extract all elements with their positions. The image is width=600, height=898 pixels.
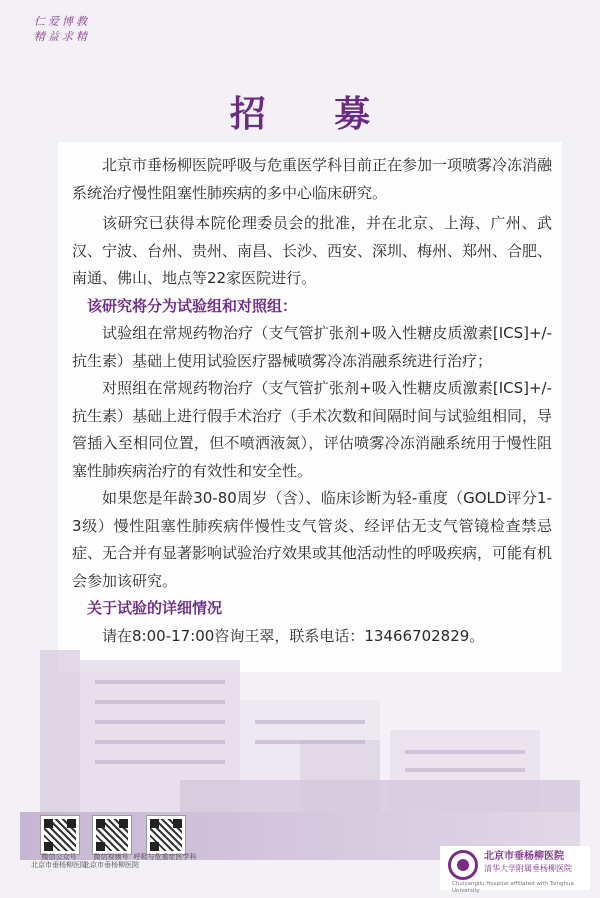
intro-paragraph: 北京市垂杨柳医院呼吸与危重医学科目前正在参加一项喷雾冷冻消融系统治疗慢性阻塞性肺疾病的多中心临床研究。: [72, 156, 553, 202]
wechat-official-qr-code[interactable]: [40, 815, 80, 855]
hospital-name-affiliated: 清华大学附属垂杨柳医院: [484, 864, 572, 873]
qr2-label: 微信视频号: [93, 853, 129, 861]
hospital-name-english: Chuiyangliu Hospital affiliated with Tsinghua University: [452, 881, 574, 894]
approval-paragraph: 该研究已获得本院伦理委员会的批准，并在北京、上海、广州、武汉、宁波、台州、贵州、南昌、长沙、西安、深圳、梅州、郑州、合肥、南通、佛山、地点等22家医院进行。: [72, 214, 553, 287]
details-heading: 关于试验的详细情况: [87, 599, 223, 617]
recruitment-text: [72, 152, 552, 650]
hospital-emblem-icon: [448, 850, 478, 880]
qr3-label: 呼吸与危重症医学科: [133, 853, 197, 861]
groups-heading: 该研究将分为试验组和对照组：: [87, 296, 298, 315]
control-group-paragraph: 对照组在常规药物治疗（支气管扩张剂+吸入性糖皮质激素[ICS]+/-抗生素）基础上进行假手术治疗（手术次数和间隔时间与试验组相同，导管插入至相同位置，但不喷洒液氮），评估喷雾冷冻消融系统用于慢性阻塞性肺疾病治疗的有效性和安全性。: [72, 379, 553, 480]
wechat-video-qr-code[interactable]: [92, 815, 132, 855]
department-qr-code[interactable]: [146, 815, 186, 855]
qr1-sub: 北京市垂杨柳医院: [31, 861, 87, 869]
qr2-sub: 北京市垂杨柳医院: [83, 861, 139, 869]
qr3-caption: [128, 853, 202, 861]
eligibility-paragraph: 如果您是年龄30-80周岁（含）、临床诊断为轻-重度（GOLD评分1-3级）慢性阻塞性肺疾病伴慢性支气管炎、经评估无支气管镜检查禁忌症、无合并有显著影响试验治疗效果或其他活动性的呼吸疾病，可能有机会参加该研究。: [72, 489, 553, 590]
hospital-building-illustration: [0, 640, 600, 840]
motto: [34, 14, 90, 44]
qr1-label: 微信公众号: [41, 853, 77, 861]
contact-paragraph: 请在8:00-17:00咨询王翠，联系电话：13466702829。: [102, 626, 485, 645]
motto-line-1: 仁爱博教: [34, 15, 90, 28]
page-title: 招 募: [229, 94, 399, 135]
motto-line-2: 精益求精: [34, 30, 90, 43]
hospital-name: 北京市垂杨柳医院: [484, 851, 564, 862]
trial-group-paragraph: 试验组在常规药物治疗（支气管扩张剂+吸入性糖皮质激素[ICS]+/-抗生素）基础上使用试验医疗器械喷雾冷冻消融系统进行治疗；: [72, 324, 552, 370]
